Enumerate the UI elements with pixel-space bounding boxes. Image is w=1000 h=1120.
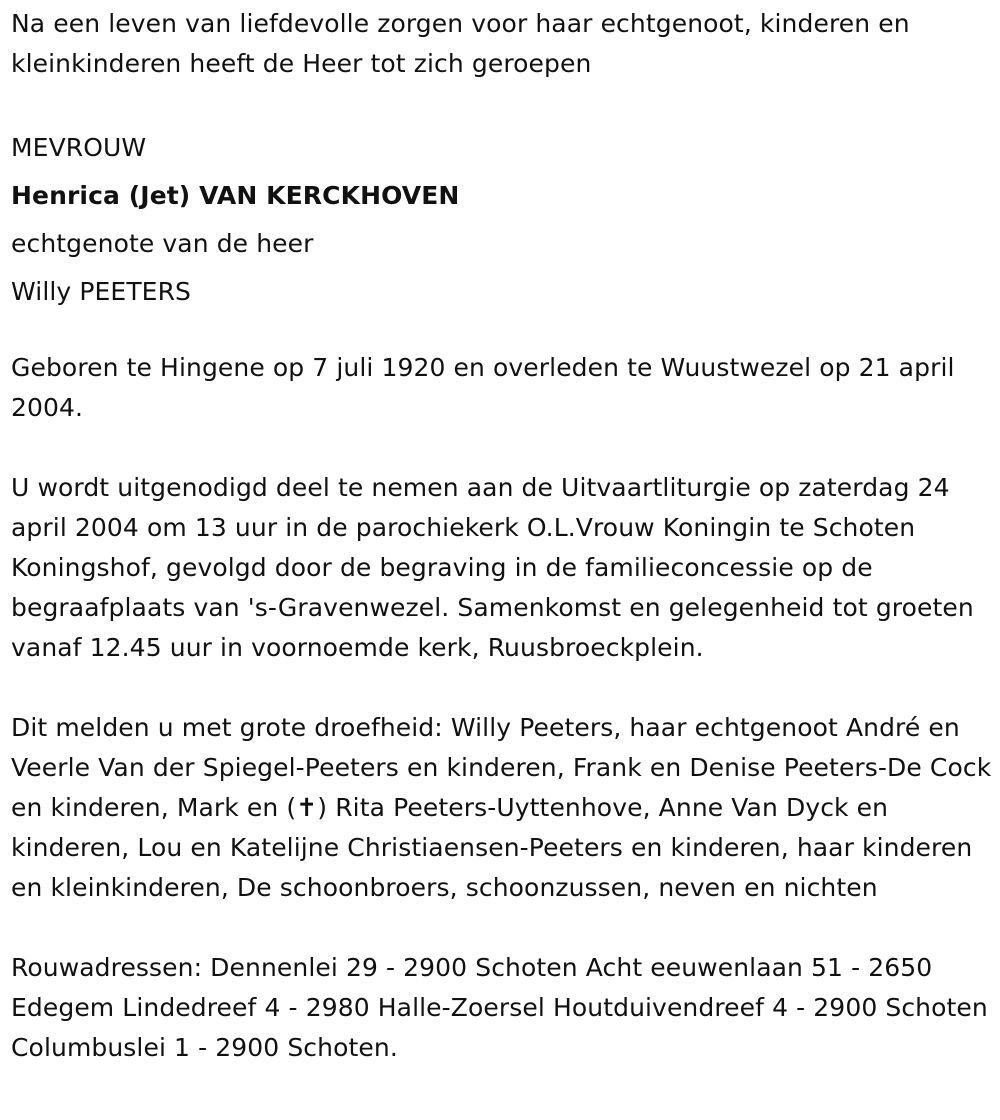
title-text: MEVROUW [11, 133, 147, 162]
family-text: Dit melden u met grote droefheid: Willy Peeters, haar echtgenoot André en Veerle Van der Spiegel-Peeters en kinderen, Frank en Denise Peeters-De Cock en kinderen, Mark en (✝) Rita Peeters-Uyttenhove, Anne Van Dyck en kinderen, Lou en Katelijne Christiaensen-Peeters en kinderen, haar kinderen en kleinkinderen, De schoonbroers, schoonzussen, neven en nichten [11, 713, 992, 902]
addresses-text: Rouwadressen: Dennenlei 29 - 2900 Schoten Acht eeuwenlaan 51 - 2650 Edegem Lindedreef 4 - 2980 Halle-Zoersel Houtduivendreef 4 - 2900 Schoten Columbuslei 1 - 2900 Schoten. [11, 953, 988, 1062]
spouse-label: echtgenote van de heer [11, 229, 314, 258]
spacer [11, 668, 992, 708]
spacer [11, 428, 992, 468]
spacer [11, 316, 992, 348]
deceased-name: Henrica (Jet) VAN KERCKHOVEN [11, 181, 460, 210]
birth-death-text: Geboren te Hingene op 7 juli 1920 en overleden te Wuustwezel op 21 april 2004. [11, 353, 955, 422]
spacer [11, 908, 992, 948]
funeral-text: U wordt uitgenodigd deel te nemen aan de Uitvaartliturgie op zaterdag 24 april 2004 om 13 uur in de parochiekerk O.L.Vrouw Koningin te Schoten Koningshof, gevolgd door de begraving in de familieconcessie op de begraafplaats van 's-Gravenwezel. Samenkomst en gelegenheid tot groeten vanaf 12.45 uur in voornoemde kerk, Ruusbroeckplein. [11, 473, 974, 662]
intro-text: Na een leven van liefdevolle zorgen voor haar echtgenoot, kinderen en kleinkinderen heeft de Heer tot zich geroepen [11, 9, 910, 78]
spouse-name: Willy PEETERS [11, 277, 192, 306]
spacer [11, 84, 992, 124]
